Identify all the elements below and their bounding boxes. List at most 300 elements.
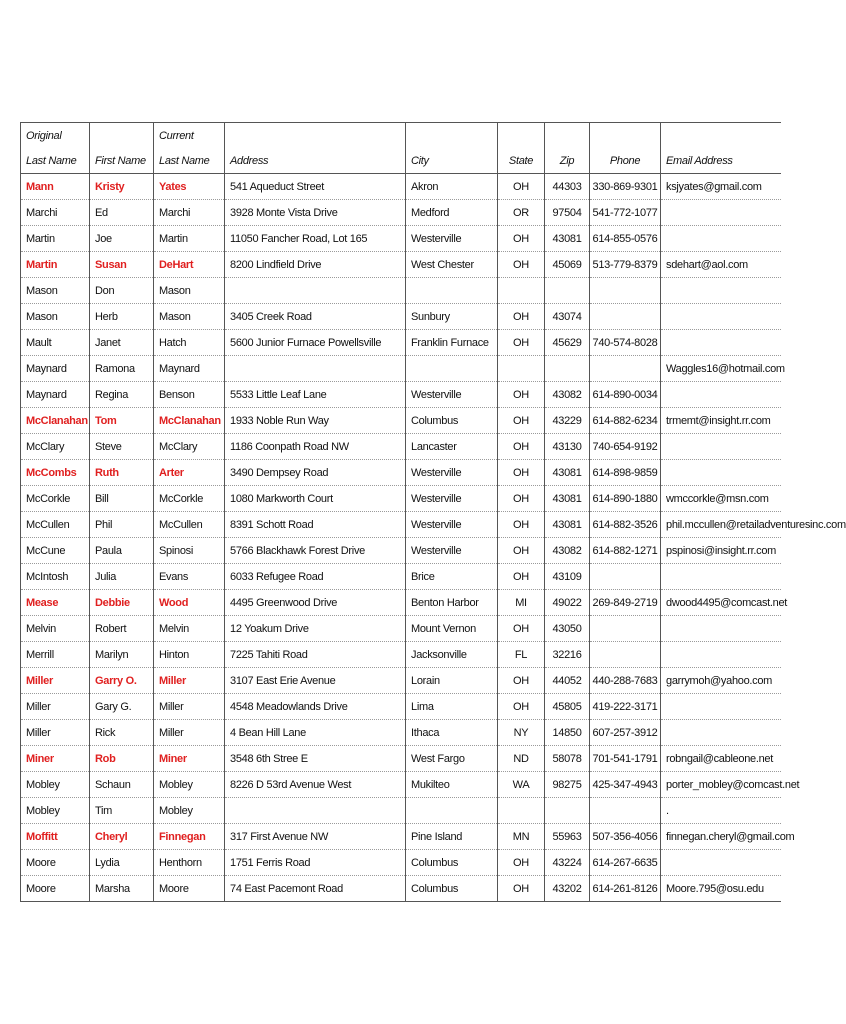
- cell-orig-last-name: Marchi: [21, 200, 90, 226]
- cell-first-name: Phil: [90, 512, 154, 538]
- table-row: [21, 720, 781, 746]
- cell-address: 4495 Greenwood Drive: [225, 590, 406, 616]
- cell-orig-last-name: Mann: [21, 174, 90, 200]
- cell-zip: 43224: [545, 850, 590, 876]
- table-row: [21, 330, 781, 356]
- cell-state: FL: [498, 642, 545, 668]
- table-row: [21, 590, 781, 616]
- cell-phone: 614-898-9859: [590, 460, 661, 486]
- cell-state: OH: [498, 408, 545, 434]
- cell-phone: 614-890-0034: [590, 382, 661, 408]
- cell-current-last-name: Wood: [154, 590, 225, 616]
- cell-orig-last-name: Miller: [21, 720, 90, 746]
- cell-email: phil.mccullen@retailadventuresinc.com: [661, 512, 781, 538]
- cell-zip: 43074: [545, 304, 590, 330]
- header-top-email: [661, 123, 781, 149]
- cell-state: OH: [498, 382, 545, 408]
- cell-current-last-name: Maynard: [154, 356, 225, 382]
- table-row: [21, 694, 781, 720]
- cell-phone: 701-541-1791: [590, 746, 661, 772]
- cell-zip: 44052: [545, 668, 590, 694]
- contact-table: [20, 122, 846, 902]
- cell-first-name: Garry O.: [90, 668, 154, 694]
- header-top-current-last-name: Current: [154, 123, 225, 149]
- cell-current-last-name: Miner: [154, 746, 225, 772]
- cell-first-name: Tom: [90, 408, 154, 434]
- table-row: [21, 278, 781, 304]
- table-row: [21, 356, 781, 382]
- cell-current-last-name: McCullen: [154, 512, 225, 538]
- cell-current-last-name: Evans: [154, 564, 225, 590]
- cell-email: [661, 330, 781, 356]
- cell-zip: 44303: [545, 174, 590, 200]
- cell-first-name: Herb: [90, 304, 154, 330]
- cell-address: 3548 6th Stree E: [225, 746, 406, 772]
- cell-email: [661, 720, 781, 746]
- cell-zip: 43081: [545, 486, 590, 512]
- cell-first-name: Debbie: [90, 590, 154, 616]
- table-row: [21, 200, 781, 226]
- cell-zip: 58078: [545, 746, 590, 772]
- cell-city: Westerville: [406, 538, 498, 564]
- cell-first-name: Paula: [90, 538, 154, 564]
- cell-city: Pine Island: [406, 824, 498, 850]
- cell-address: 4 Bean Hill Lane: [225, 720, 406, 746]
- cell-zip: 97504: [545, 200, 590, 226]
- cell-address: [225, 278, 406, 304]
- cell-state: OR: [498, 200, 545, 226]
- cell-address: 541 Aqueduct Street: [225, 174, 406, 200]
- cell-city: West Chester: [406, 252, 498, 278]
- table-row: [21, 798, 781, 824]
- cell-phone: 269-849-2719: [590, 590, 661, 616]
- cell-state: OH: [498, 694, 545, 720]
- header-row: [21, 148, 781, 174]
- cell-orig-last-name: McClary: [21, 434, 90, 460]
- cell-state: WA: [498, 772, 545, 798]
- header-row-top: [21, 123, 781, 149]
- cell-address: 7225 Tahiti Road: [225, 642, 406, 668]
- cell-first-name: Rick: [90, 720, 154, 746]
- cell-phone: 614-882-1271: [590, 538, 661, 564]
- cell-first-name: Lydia: [90, 850, 154, 876]
- cell-email: [661, 616, 781, 642]
- cell-phone: [590, 642, 661, 668]
- cell-phone: [590, 304, 661, 330]
- cell-address: 12 Yoakum Drive: [225, 616, 406, 642]
- header-email: Email Address: [661, 148, 781, 174]
- cell-zip: 43082: [545, 382, 590, 408]
- cell-state: OH: [498, 538, 545, 564]
- cell-phone: [590, 564, 661, 590]
- header-first-name: First Name: [90, 148, 154, 174]
- cell-city: Medford: [406, 200, 498, 226]
- cell-email: pspinosi@insight.rr.com: [661, 538, 781, 564]
- cell-first-name: Schaun: [90, 772, 154, 798]
- cell-city: Lancaster: [406, 434, 498, 460]
- cell-city: Franklin Furnace: [406, 330, 498, 356]
- cell-state: [498, 356, 545, 382]
- cell-first-name: Susan: [90, 252, 154, 278]
- cell-zip: 45805: [545, 694, 590, 720]
- cell-city: Jacksonville: [406, 642, 498, 668]
- cell-zip: 43229: [545, 408, 590, 434]
- cell-orig-last-name: Maynard: [21, 382, 90, 408]
- cell-city: Westerville: [406, 460, 498, 486]
- cell-phone: 614-267-6635: [590, 850, 661, 876]
- cell-address: 3107 East Erie Avenue: [225, 668, 406, 694]
- table-row: [21, 876, 781, 902]
- cell-current-last-name: Miller: [154, 694, 225, 720]
- cell-email: wmccorkle@msn.com: [661, 486, 781, 512]
- cell-email: [661, 434, 781, 460]
- cell-address: 11050 Fancher Road, Lot 165: [225, 226, 406, 252]
- cell-first-name: Julia: [90, 564, 154, 590]
- cell-current-last-name: Hatch: [154, 330, 225, 356]
- cell-address: 5766 Blackhawk Forest Drive: [225, 538, 406, 564]
- cell-email: [661, 200, 781, 226]
- cell-zip: 98275: [545, 772, 590, 798]
- cell-address: 5533 Little Leaf Lane: [225, 382, 406, 408]
- cell-state: OH: [498, 512, 545, 538]
- cell-city: Mount Vernon: [406, 616, 498, 642]
- table-row: [21, 564, 781, 590]
- cell-state: OH: [498, 226, 545, 252]
- cell-email: [661, 304, 781, 330]
- header-top-phone: [590, 123, 661, 149]
- cell-orig-last-name: Moore: [21, 850, 90, 876]
- cell-email: [661, 850, 781, 876]
- cell-email: Moore.795@osu.edu: [661, 876, 781, 902]
- cell-email: [661, 278, 781, 304]
- cell-state: [498, 798, 545, 824]
- cell-phone: [590, 798, 661, 824]
- cell-phone: 425-347-4943: [590, 772, 661, 798]
- cell-email: trmemt@insight.rr.com: [661, 408, 781, 434]
- cell-address: 5600 Junior Furnace Powellsville: [225, 330, 406, 356]
- cell-phone: 513-779-8379: [590, 252, 661, 278]
- cell-current-last-name: Mason: [154, 304, 225, 330]
- cell-orig-last-name: McCorkle: [21, 486, 90, 512]
- cell-address: 317 First Avenue NW: [225, 824, 406, 850]
- cell-state: MN: [498, 824, 545, 850]
- cell-first-name: Regina: [90, 382, 154, 408]
- cell-orig-last-name: McCombs: [21, 460, 90, 486]
- table-row: [21, 174, 781, 200]
- cell-phone: [590, 278, 661, 304]
- cell-phone: 614-855-0576: [590, 226, 661, 252]
- cell-first-name: Ruth: [90, 460, 154, 486]
- cell-current-last-name: Yates: [154, 174, 225, 200]
- cell-state: OH: [498, 460, 545, 486]
- header-top-orig-last-name: Original: [21, 123, 90, 149]
- cell-phone: 740-654-9192: [590, 434, 661, 460]
- cell-email: porter_mobley@comcast.net: [661, 772, 781, 798]
- cell-address: 3405 Creek Road: [225, 304, 406, 330]
- cell-city: [406, 356, 498, 382]
- header-current-last-name: Last Name: [154, 148, 225, 174]
- cell-phone: 614-882-6234: [590, 408, 661, 434]
- cell-orig-last-name: Melvin: [21, 616, 90, 642]
- cell-zip: [545, 278, 590, 304]
- table-row: [21, 850, 781, 876]
- header-city: City: [406, 148, 498, 174]
- cell-current-last-name: Melvin: [154, 616, 225, 642]
- table-row: [21, 512, 781, 538]
- cell-city: Westerville: [406, 486, 498, 512]
- cell-address: 3490 Dempsey Road: [225, 460, 406, 486]
- cell-state: OH: [498, 434, 545, 460]
- cell-email: Waggles16@hotmail.com: [661, 356, 781, 382]
- cell-state: MI: [498, 590, 545, 616]
- cell-current-last-name: Mobley: [154, 772, 225, 798]
- cell-state: OH: [498, 304, 545, 330]
- cell-orig-last-name: Martin: [21, 226, 90, 252]
- table-row: [21, 252, 781, 278]
- cell-current-last-name: DeHart: [154, 252, 225, 278]
- cell-zip: 43081: [545, 512, 590, 538]
- cell-city: Brice: [406, 564, 498, 590]
- table-row: [21, 824, 781, 850]
- cell-city: Sunbury: [406, 304, 498, 330]
- cell-zip: 45069: [545, 252, 590, 278]
- table-row: [21, 382, 781, 408]
- cell-zip: 43109: [545, 564, 590, 590]
- cell-current-last-name: McClary: [154, 434, 225, 460]
- cell-phone: 607-257-3912: [590, 720, 661, 746]
- cell-current-last-name: Miller: [154, 720, 225, 746]
- cell-orig-last-name: Mobley: [21, 772, 90, 798]
- cell-first-name: Cheryl: [90, 824, 154, 850]
- cell-zip: [545, 798, 590, 824]
- table-row: [21, 226, 781, 252]
- cell-email: [661, 460, 781, 486]
- cell-first-name: Ramona: [90, 356, 154, 382]
- cell-city: Westerville: [406, 512, 498, 538]
- cell-address: 1751 Ferris Road: [225, 850, 406, 876]
- cell-city: Mukilteo: [406, 772, 498, 798]
- cell-zip: 32216: [545, 642, 590, 668]
- cell-phone: 740-574-8028: [590, 330, 661, 356]
- header-phone: Phone: [590, 148, 661, 174]
- cell-orig-last-name: McClanahan: [21, 408, 90, 434]
- cell-state: NY: [498, 720, 545, 746]
- cell-city: Westerville: [406, 226, 498, 252]
- cell-address: 3928 Monte Vista Drive: [225, 200, 406, 226]
- cell-email: [661, 226, 781, 252]
- table-row: [21, 486, 781, 512]
- cell-current-last-name: Marchi: [154, 200, 225, 226]
- cell-orig-last-name: McCullen: [21, 512, 90, 538]
- cell-current-last-name: Hinton: [154, 642, 225, 668]
- cell-city: Lima: [406, 694, 498, 720]
- table-row: [21, 538, 781, 564]
- cell-orig-last-name: Miller: [21, 694, 90, 720]
- cell-zip: 49022: [545, 590, 590, 616]
- header-address: Address: [225, 148, 406, 174]
- cell-address: 8391 Schott Road: [225, 512, 406, 538]
- cell-zip: 43050: [545, 616, 590, 642]
- cell-zip: 14850: [545, 720, 590, 746]
- cell-current-last-name: Spinosi: [154, 538, 225, 564]
- cell-address: [225, 798, 406, 824]
- header-state: State: [498, 148, 545, 174]
- cell-email: [661, 382, 781, 408]
- cell-city: Westerville: [406, 382, 498, 408]
- cell-address: 1933 Noble Run Way: [225, 408, 406, 434]
- cell-orig-last-name: Mason: [21, 304, 90, 330]
- cell-email: ksjyates@gmail.com: [661, 174, 781, 200]
- cell-first-name: Kristy: [90, 174, 154, 200]
- cell-email: dwood4495@comcast.net: [661, 590, 781, 616]
- cell-phone: [590, 616, 661, 642]
- cell-zip: 43082: [545, 538, 590, 564]
- header-top-address: [225, 123, 406, 149]
- cell-current-last-name: McCorkle: [154, 486, 225, 512]
- table-row: [21, 616, 781, 642]
- cell-state: OH: [498, 252, 545, 278]
- cell-city: Benton Harbor: [406, 590, 498, 616]
- table-row: [21, 408, 781, 434]
- cell-address: 8200 Lindfield Drive: [225, 252, 406, 278]
- cell-state: ND: [498, 746, 545, 772]
- cell-first-name: Tim: [90, 798, 154, 824]
- cell-phone: 541-772-1077: [590, 200, 661, 226]
- cell-orig-last-name: Moore: [21, 876, 90, 902]
- cell-first-name: Don: [90, 278, 154, 304]
- cell-address: 1186 Coonpath Road NW: [225, 434, 406, 460]
- cell-first-name: Ed: [90, 200, 154, 226]
- cell-orig-last-name: Mason: [21, 278, 90, 304]
- cell-phone: 614-882-3526: [590, 512, 661, 538]
- cell-zip: 45629: [545, 330, 590, 356]
- cell-state: OH: [498, 616, 545, 642]
- cell-state: OH: [498, 486, 545, 512]
- cell-current-last-name: Arter: [154, 460, 225, 486]
- cell-orig-last-name: Merrill: [21, 642, 90, 668]
- cell-address: 6033 Refugee Road: [225, 564, 406, 590]
- cell-zip: [545, 356, 590, 382]
- cell-orig-last-name: Mobley: [21, 798, 90, 824]
- table-row: [21, 304, 781, 330]
- cell-orig-last-name: Moffitt: [21, 824, 90, 850]
- cell-email: [661, 564, 781, 590]
- cell-orig-last-name: Miller: [21, 668, 90, 694]
- cell-state: OH: [498, 174, 545, 200]
- table-row: [21, 668, 781, 694]
- cell-orig-last-name: Maynard: [21, 356, 90, 382]
- cell-phone: 440-288-7683: [590, 668, 661, 694]
- cell-email: .: [661, 798, 781, 824]
- header-top-first-name: [90, 123, 154, 149]
- cell-orig-last-name: McIntosh: [21, 564, 90, 590]
- cell-first-name: Janet: [90, 330, 154, 356]
- cell-zip: 43081: [545, 226, 590, 252]
- cell-state: OH: [498, 564, 545, 590]
- cell-current-last-name: Moore: [154, 876, 225, 902]
- cell-address: 8226 D 53rd Avenue West: [225, 772, 406, 798]
- cell-city: [406, 278, 498, 304]
- cell-zip: 55963: [545, 824, 590, 850]
- table-row: [21, 642, 781, 668]
- cell-first-name: Rob: [90, 746, 154, 772]
- cell-email: [661, 694, 781, 720]
- cell-email: garrymoh@yahoo.com: [661, 668, 781, 694]
- cell-phone: [590, 356, 661, 382]
- cell-address: 1080 Markworth Court: [225, 486, 406, 512]
- cell-orig-last-name: Mease: [21, 590, 90, 616]
- table-row: [21, 772, 781, 798]
- cell-phone: 330-869-9301: [590, 174, 661, 200]
- cell-current-last-name: Martin: [154, 226, 225, 252]
- header-top-zip: [545, 123, 590, 149]
- cell-city: Lorain: [406, 668, 498, 694]
- cell-orig-last-name: Mault: [21, 330, 90, 356]
- header-orig-last-name: Last Name: [21, 148, 90, 174]
- cell-first-name: Joe: [90, 226, 154, 252]
- cell-city: West Fargo: [406, 746, 498, 772]
- cell-state: OH: [498, 330, 545, 356]
- cell-zip: 43081: [545, 460, 590, 486]
- cell-first-name: Steve: [90, 434, 154, 460]
- cell-email: robngail@cableone.net: [661, 746, 781, 772]
- cell-phone: 419-222-3171: [590, 694, 661, 720]
- header-top-city: [406, 123, 498, 149]
- cell-email: finnegan.cheryl@gmail.com: [661, 824, 781, 850]
- cell-city: [406, 798, 498, 824]
- cell-address: 74 East Pacemont Road: [225, 876, 406, 902]
- cell-current-last-name: Mason: [154, 278, 225, 304]
- cell-current-last-name: Henthorn: [154, 850, 225, 876]
- table-row: [21, 434, 781, 460]
- cell-city: Columbus: [406, 408, 498, 434]
- cell-first-name: Bill: [90, 486, 154, 512]
- spreadsheet: [20, 122, 846, 902]
- cell-phone: 614-261-8126: [590, 876, 661, 902]
- cell-email: sdehart@aol.com: [661, 252, 781, 278]
- cell-first-name: Robert: [90, 616, 154, 642]
- cell-current-last-name: Benson: [154, 382, 225, 408]
- table-row: [21, 460, 781, 486]
- cell-city: Akron: [406, 174, 498, 200]
- cell-orig-last-name: Miner: [21, 746, 90, 772]
- cell-orig-last-name: Martin: [21, 252, 90, 278]
- header-top-state: [498, 123, 545, 149]
- cell-zip: 43130: [545, 434, 590, 460]
- cell-first-name: Gary G.: [90, 694, 154, 720]
- cell-orig-last-name: McCune: [21, 538, 90, 564]
- cell-state: OH: [498, 668, 545, 694]
- cell-state: OH: [498, 876, 545, 902]
- cell-current-last-name: McClanahan: [154, 408, 225, 434]
- cell-current-last-name: Finnegan: [154, 824, 225, 850]
- cell-zip: 43202: [545, 876, 590, 902]
- cell-phone: 507-356-4056: [590, 824, 661, 850]
- cell-first-name: Marilyn: [90, 642, 154, 668]
- cell-address: 4548 Meadowlands Drive: [225, 694, 406, 720]
- cell-state: OH: [498, 850, 545, 876]
- cell-phone: 614-890-1880: [590, 486, 661, 512]
- cell-city: Columbus: [406, 850, 498, 876]
- cell-city: Ithaca: [406, 720, 498, 746]
- cell-first-name: Marsha: [90, 876, 154, 902]
- table-row: [21, 746, 781, 772]
- cell-current-last-name: Miller: [154, 668, 225, 694]
- cell-state: [498, 278, 545, 304]
- cell-address: [225, 356, 406, 382]
- cell-current-last-name: Mobley: [154, 798, 225, 824]
- cell-city: Columbus: [406, 876, 498, 902]
